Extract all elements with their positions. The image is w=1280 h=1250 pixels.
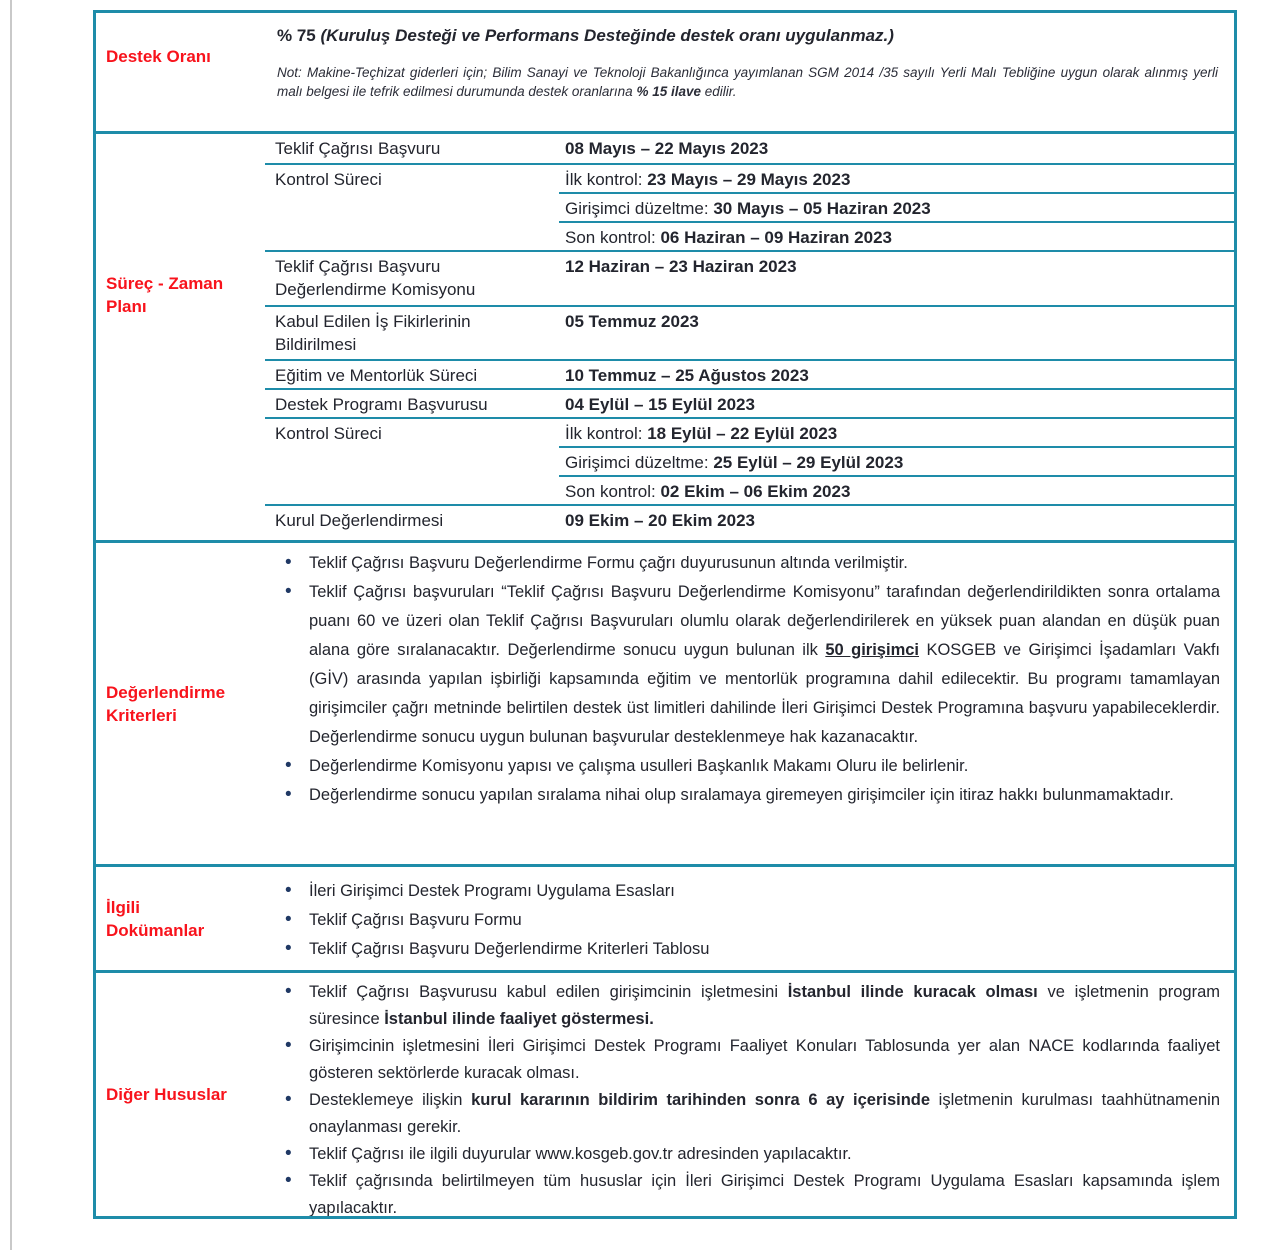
schedule-row: [265, 134, 1234, 165]
document-name: Teklif Çağrısı Başvuru Değerlendirme Kriterleri Tablosu: [309, 940, 710, 958]
schedule-step: [265, 194, 559, 223]
list-item: [265, 906, 1220, 935]
schedule-dates: [559, 194, 1234, 223]
date-range: 18 Eylül – 22 Eylül 2023: [647, 424, 838, 444]
row-label: Diğer Hususlar: [106, 1085, 227, 1104]
date-range: 02 Ekim – 06 Ekim 2023: [660, 482, 851, 502]
row-label-cell: [96, 973, 265, 1216]
diger-content: [265, 973, 1234, 1216]
list-item: [265, 1087, 1220, 1141]
schedule-subtable: [265, 134, 1234, 540]
schedule-dates: [559, 134, 1234, 163]
document-name: Teklif Çağrısı Başvuru Formu: [309, 911, 522, 929]
section-destek-orani: [96, 13, 1234, 134]
bullet-text: ve işletmenin program süresince: [309, 983, 1220, 1028]
schedule-dates: [559, 223, 1234, 250]
schedule-step: Destek Programı Başvurusu: [275, 395, 488, 415]
schedule-row: [265, 448, 1234, 477]
bullet-icon: •: [285, 784, 292, 805]
schedule-dates: [559, 390, 1234, 417]
date-range: 09 Ekim – 20 Ekim 2023: [565, 511, 755, 531]
list-item: [265, 979, 1220, 1033]
date-prefix: İlk kontrol:: [565, 424, 648, 444]
schedule-step: [265, 477, 559, 504]
program-info-table: [93, 10, 1237, 1219]
bullet-text: Teklif Çağrısı ile ilgili duyurular www.kosgeb.gov.tr adresinden yapılacaktır.: [309, 1145, 852, 1163]
destek-orani-content: [265, 13, 1234, 131]
document-name: İleri Girişimci Destek Programı Uygulama Esasları: [309, 882, 675, 900]
note-text: Not: Makine-Teçhizat giderleri için; Bilim Sanayi ve Teknoloji Bakanlığınca yayımlanan SGM 2014 /35 sayılı Yerli Malı Tebliğine uygun olarak alınmış yerli malı belgesi ile tefrik edilmesi durumunda destek oranlarına: [277, 65, 1218, 99]
schedule-step: Teklif Çağrısı Başvuru: [275, 139, 441, 158]
bullet-text-bold: İstanbul ilinde faaliyet göstermesi.: [384, 1010, 654, 1028]
support-rate-value: % 75: [277, 26, 321, 45]
bullet-icon: •: [285, 755, 292, 776]
bullet-text: Girişimcinin işletmesini İleri Girişimci Destek Programı Faaliyet Konuları Tablosunda yer alan NACE kodlarında faaliyet gösteren sektörlerde kuracak olması.: [309, 1037, 1220, 1082]
date-prefix: Son kontrol:: [565, 227, 661, 247]
bullet-icon: •: [285, 1143, 292, 1164]
bullet-text: Teklif Çağrısı Başvurusu kabul edilen girişimcinin işletmesini: [309, 983, 788, 1001]
bullet-icon: •: [285, 880, 292, 901]
list-item: [265, 935, 1220, 964]
bullet-text: Desteklemeye ilişkin: [309, 1091, 472, 1109]
date-prefix: İlk kontrol:: [565, 169, 648, 189]
row-label-cell: [96, 867, 265, 970]
schedule-step: Eğitim ve Mentorlük Süreci: [275, 366, 478, 386]
degerlendirme-content: [265, 543, 1234, 864]
support-rate-line: [265, 13, 1234, 47]
bullet-text: Teklif Çağrısı başvuruları “Teklif Çağrısı Başvuru Değerlendirme Komisyonu” tarafından değerlendirildikten sonra ortalama puanı 60 ve üzeri olan Teklif Çağrısı Başvuruları olumlu olarak değerlendirilerek en yüksek puan alandan en düşük puan alana göre sıralanacaktır. Değerlendirme sonucu uygun bulunan ilk: [309, 583, 1220, 659]
support-rate-note: [265, 47, 1234, 101]
row-label: Değerlendirme Kriterleri: [106, 682, 226, 725]
note-text-end: edilir.: [700, 84, 737, 99]
schedule-row: [265, 194, 1234, 223]
date-prefix: Girişimci düzeltme:: [565, 453, 714, 473]
row-label-cell: [96, 134, 265, 540]
schedule-row: [265, 506, 1234, 540]
row-label: İlgili Dokümanlar: [106, 897, 205, 940]
schedule-row: [265, 223, 1234, 252]
schedule-step: Teklif Çağrısı Başvuru Değerlendirme Komisyonu: [275, 256, 476, 299]
schedule-dates: [559, 506, 1234, 540]
schedule-dates: [559, 307, 1234, 360]
date-range: 06 Haziran – 09 Haziran 2023: [660, 227, 892, 247]
date-prefix: Son kontrol:: [565, 482, 661, 502]
bullet-text: işletmenin kurulması taahhütnamenin onaylanması gerekir.: [309, 1091, 1220, 1136]
bullet-icon: •: [285, 1089, 292, 1110]
date-range: 05 Temmuz 2023: [565, 311, 699, 331]
bullet-icon: •: [285, 1035, 292, 1056]
schedule-row: [265, 419, 1234, 448]
section-surec-zaman-plani: [96, 134, 1234, 543]
bullet-text: KOSGEB ve Girişimci İşadamları Vakfı (GİV) arasında yapılan işbirliği kapsamında eğitim ve mentorlük programına dahil edilecektir. Bu programı tamamlayan girişimciler çağrı metninde belirtilen destek üst limitleri dahilinde İleri Girişimci Destek Programına başvuru yapabileceklerdir. Değerlendirme sonucu uygun bulunan başvurular desteklenmeye hak kazanacaktır.: [309, 641, 1220, 746]
schedule-step: [265, 448, 559, 477]
support-rate-exception: (Kuruluş Desteği ve Performans Desteğinde destek oranı uygulanmaz.): [320, 26, 894, 45]
list-item: [265, 877, 1220, 906]
date-prefix: Girişimci düzeltme:: [565, 198, 714, 218]
schedule-step: Kabul Edilen İş Fikirlerinin Bildirilmesi: [275, 311, 471, 354]
page-edge-line: [10, 0, 12, 1250]
bullet-icon: •: [285, 552, 292, 573]
note-bold-text: % 15 ilave: [636, 84, 701, 99]
schedule-dates: [559, 361, 1234, 388]
section-degerlendirme-kriterleri: [96, 543, 1234, 867]
bullet-icon: •: [285, 1170, 292, 1191]
section-ilgili-dokumanlar: [96, 867, 1234, 973]
date-range: 10 Temmuz – 25 Ağustos 2023: [565, 366, 809, 386]
schedule-step: Kontrol Süreci: [275, 169, 382, 189]
schedule-step: Kontrol Süreci: [275, 424, 382, 444]
bullet-icon: •: [285, 909, 292, 930]
date-range: 23 Mayıs – 29 Mayıs 2023: [647, 169, 851, 189]
bullet-text-bold: kurul kararının bildirim tarihinden sonra 6 ay içerisinde: [471, 1091, 931, 1109]
list-item: [265, 578, 1220, 752]
date-range: 30 Mayıs – 05 Haziran 2023: [713, 198, 931, 218]
section-diger-hususlar: [96, 973, 1234, 1216]
schedule-step: [265, 223, 559, 250]
list-item: [265, 752, 1220, 781]
list-item: [265, 1141, 1220, 1168]
list-item: [265, 549, 1220, 578]
schedule-dates: [559, 252, 1234, 305]
list-item: [265, 781, 1220, 810]
list-item: [265, 1033, 1220, 1087]
row-label: Destek Oranı: [106, 47, 211, 66]
schedule-row: [265, 307, 1234, 362]
date-range: 25 Eylül – 29 Eylül 2023: [713, 453, 904, 473]
date-range: 08 Mayıs – 22 Mayıs 2023: [565, 139, 769, 158]
schedule-dates: [559, 165, 1234, 194]
bullet-icon: •: [285, 581, 292, 602]
bullet-text-bold: İstanbul ilinde kuracak olması: [787, 983, 1038, 1001]
bullet-text-emphasis: 50 girişimci: [825, 641, 920, 659]
schedule-dates: [559, 448, 1234, 477]
schedule-dates: [559, 477, 1234, 504]
bullet-text: Değerlendirme Komisyonu yapısı ve çalışma usulleri Başkanlık Makamı Oluru ile belirlenir.: [309, 757, 969, 775]
date-range: 04 Eylül – 15 Eylül 2023: [565, 395, 755, 415]
row-label: Süreç - Zaman Planı: [106, 274, 224, 316]
bullet-icon: •: [285, 938, 292, 959]
row-label-cell: [96, 13, 265, 131]
bullet-text: Değerlendirme sonucu yapılan sıralama nihai olup sıralamaya giremeyen girişimciler için itiraz hakkı bulunmamaktadır.: [309, 786, 1174, 804]
schedule-row: [265, 252, 1234, 307]
schedule-row: [265, 477, 1234, 506]
bullet-text: Teklif Çağrısı Başvuru Değerlendirme Formu çağrı duyurusunun altında verilmiştir.: [309, 554, 908, 572]
schedule-row: [265, 361, 1234, 390]
bullet-icon: •: [285, 981, 292, 1002]
list-item: [265, 1168, 1220, 1216]
schedule-step: Kurul Değerlendirmesi: [275, 511, 444, 531]
schedule-dates: [559, 419, 1234, 448]
dokumanlar-content: [265, 867, 1234, 970]
schedule-row: [265, 165, 1234, 194]
date-range: 12 Haziran – 23 Haziran 2023: [565, 256, 797, 276]
schedule-row: [265, 390, 1234, 419]
bullet-text: Teklif çağrısında belirtilmeyen tüm hususlar için İleri Girişimci Destek Programı Uygulama Esasları kapsamında işlem yapılacaktır.: [309, 1172, 1220, 1216]
row-label-cell: [96, 543, 265, 864]
